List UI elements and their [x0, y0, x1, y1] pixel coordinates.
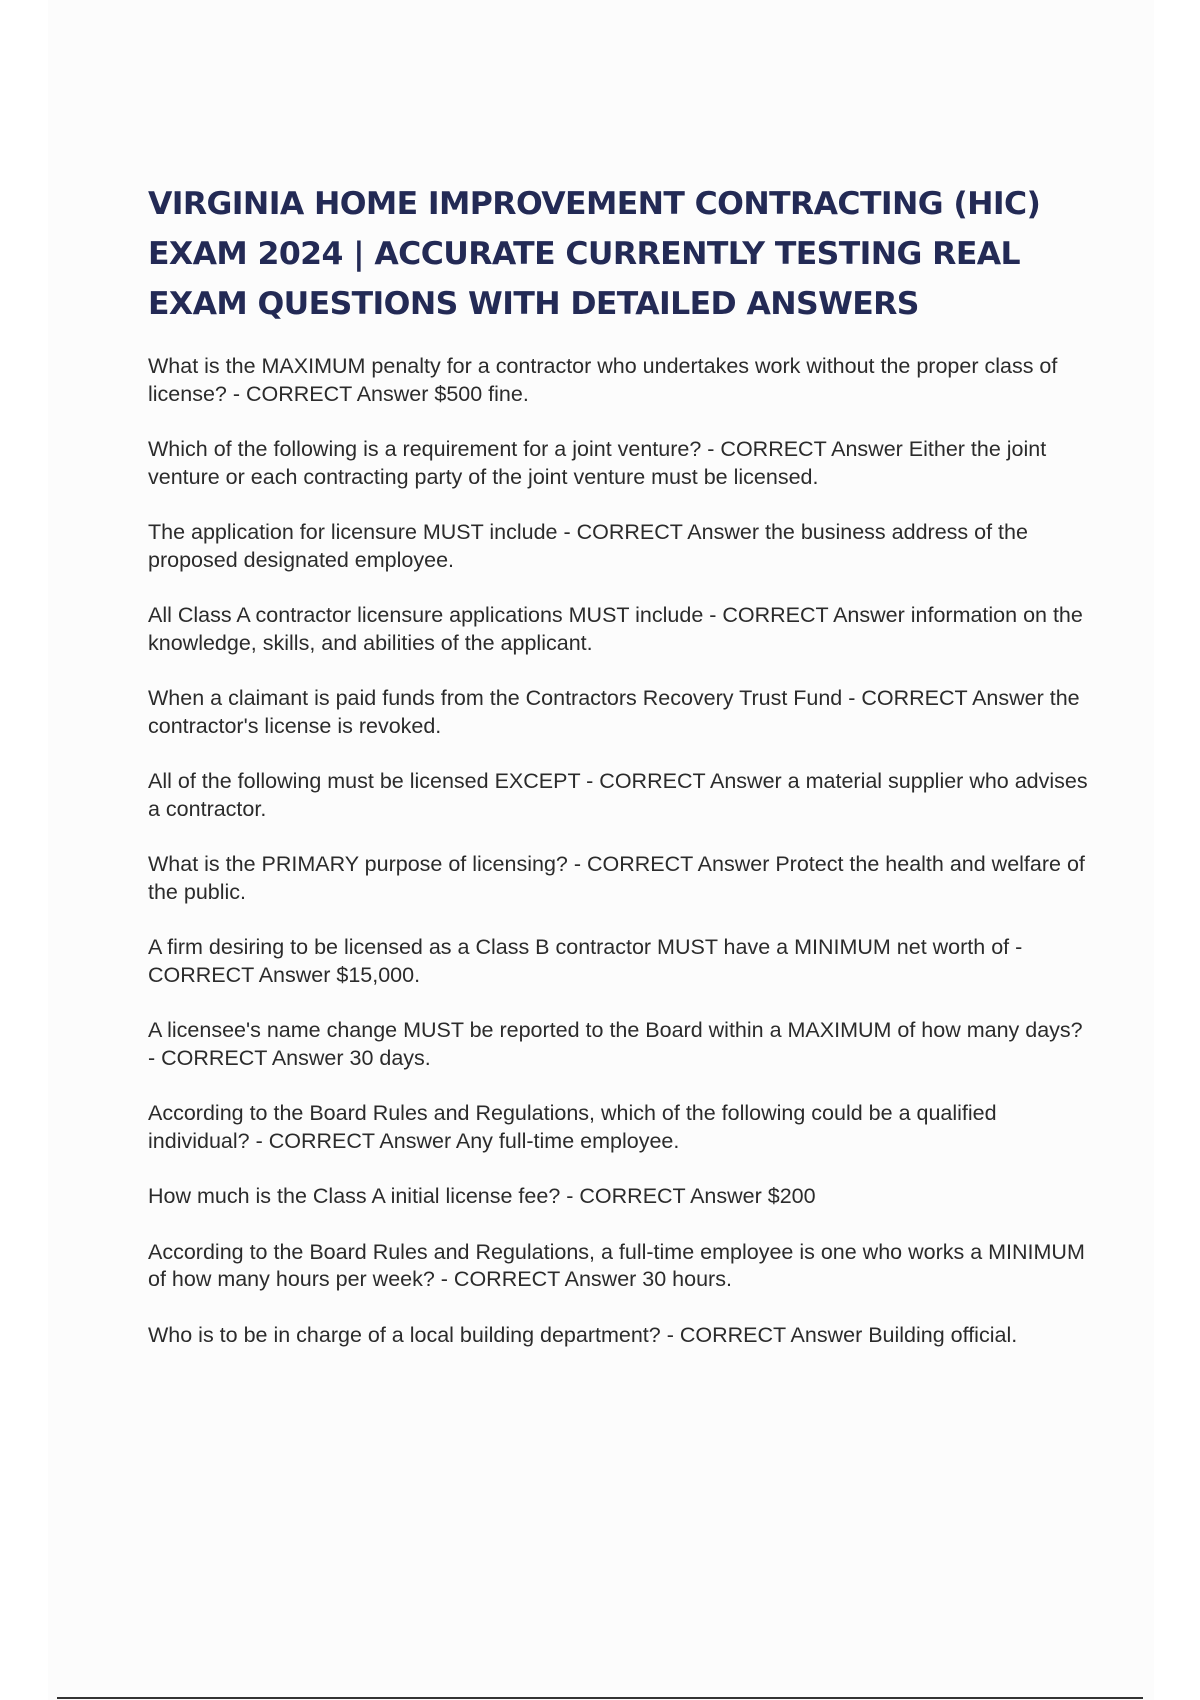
qa-item-7: What is the PRIMARY purpose of licensing? - CORRECT Answer Protect the health and welfare of the public. — [148, 852, 1085, 904]
qa-item-11: How much is the Class A initial license fee? - CORRECT Answer $200 — [148, 1184, 816, 1208]
document-title: VIRGINIA HOME IMPROVEMENT CONTRACTING (HIC) EXAM 2024 | ACCURATE CURRENTLY TESTING REAL EXAM QUESTIONS WITH DETAILED ANSWERS — [148, 186, 1041, 322]
question-answer-list — [148, 353, 1093, 1377]
qa-item-5: When a claimant is paid funds from the Contractors Recovery Trust Fund - CORRECT Answer the contractor's license is revoked. — [148, 686, 1080, 738]
page-bottom-divider — [57, 1697, 1143, 1699]
qa-item-10: According to the Board Rules and Regulations, which of the following could be a qualified individual? - CORRECT Answer Any full-time employee. — [148, 1101, 997, 1153]
qa-item-12: According to the Board Rules and Regulations, a full-time employee is one who works a MINIMUM of how many hours per week? - CORRECT Answer 30 hours. — [148, 1239, 1085, 1291]
qa-item-6: All of the following must be licensed EXCEPT - CORRECT Answer a material supplier who advises a contractor. — [148, 769, 1088, 821]
qa-item-1: What is the MAXIMUM penalty for a contractor who undertakes work without the proper class of license? - CORRECT Answer $500 fine. — [148, 354, 1058, 406]
qa-item-3: The application for licensure MUST include - CORRECT Answer the business address of the proposed designated employee. — [148, 520, 1028, 572]
qa-item-13: Who is to be in charge of a local building department? - CORRECT Answer Building official. — [148, 1322, 1018, 1347]
qa-item-9: A licensee's name change MUST be reported to the Board within a MAXIMUM of how many days? - CORRECT Answer 30 days. — [148, 1018, 1083, 1070]
qa-item-2: Which of the following is a requirement for a joint venture? - CORRECT Answer Either the joint venture or each contracting party of the joint venture must be licensed. — [148, 437, 1047, 489]
qa-item-8: A firm desiring to be licensed as a Class B contractor MUST have a MINIMUM net worth of - CORRECT Answer $15,000. — [148, 935, 1023, 987]
qa-item-4: All Class A contractor licensure applications MUST include - CORRECT Answer information on the knowledge, skills, and abilities of the applicant. — [148, 603, 1083, 655]
